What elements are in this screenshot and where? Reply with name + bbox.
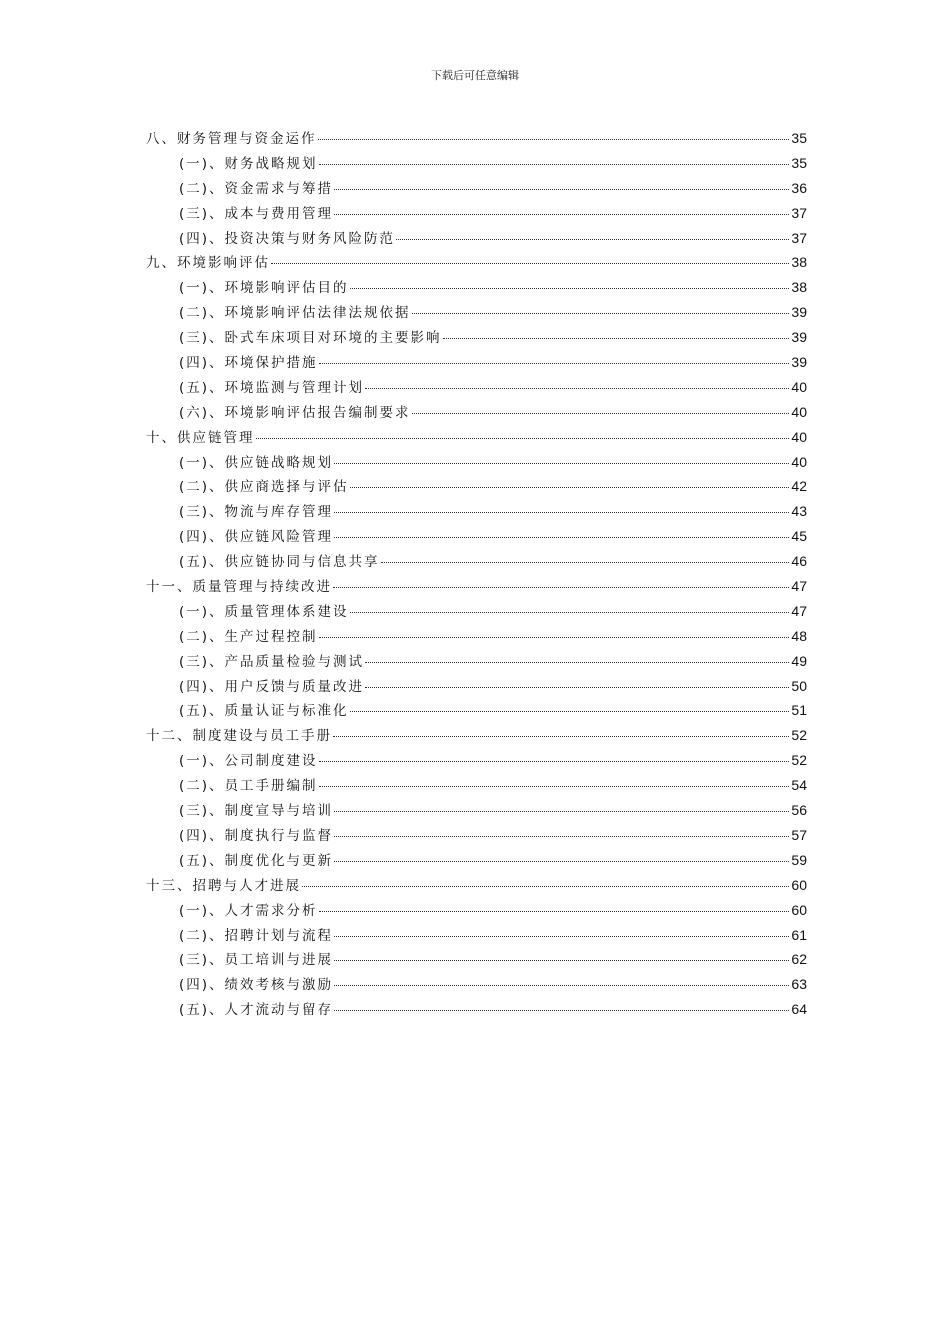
dot-leader bbox=[334, 189, 789, 190]
dot-leader bbox=[334, 512, 789, 513]
dot-leader bbox=[334, 985, 789, 986]
toc-entry-title: (四)、供应链风险管理 bbox=[179, 529, 334, 546]
toc-entry-title: (一)、财务战略规划 bbox=[179, 155, 318, 172]
dot-leader bbox=[319, 637, 790, 638]
toc-entry-title: (一)、人才需求分析 bbox=[179, 902, 318, 919]
toc-page-number: 38 bbox=[791, 279, 807, 296]
toc-section-entry[interactable] bbox=[146, 376, 807, 401]
dot-leader bbox=[350, 487, 790, 488]
toc-section-entry[interactable] bbox=[146, 824, 807, 849]
toc-section-entry[interactable] bbox=[146, 177, 807, 202]
toc-entry-title: (二)、招聘计划与流程 bbox=[179, 927, 334, 944]
toc-section-entry[interactable] bbox=[146, 276, 807, 301]
toc-section-entry[interactable] bbox=[146, 475, 807, 500]
toc-page-number: 37 bbox=[791, 204, 807, 221]
toc-entry-title: (三)、成本与费用管理 bbox=[179, 205, 334, 222]
dot-leader bbox=[365, 662, 789, 663]
toc-section-entry[interactable] bbox=[146, 899, 807, 924]
dot-leader bbox=[396, 239, 789, 240]
dot-leader bbox=[443, 338, 790, 339]
toc-section-entry[interactable] bbox=[146, 924, 807, 949]
toc-page-number: 38 bbox=[791, 254, 807, 271]
toc-page-number: 39 bbox=[791, 354, 807, 371]
toc-entry-title: (三)、员工培训与进展 bbox=[179, 952, 334, 969]
toc-section-entry[interactable] bbox=[146, 202, 807, 227]
page-header: 下载后可任意编辑 bbox=[431, 69, 519, 82]
toc-section-entry[interactable] bbox=[146, 550, 807, 575]
toc-chapter-entry[interactable] bbox=[146, 874, 807, 899]
toc-entry-title: (五)、人才流动与留存 bbox=[179, 1002, 334, 1019]
toc-section-entry[interactable] bbox=[146, 774, 807, 799]
toc-page-number: 37 bbox=[791, 229, 807, 246]
toc-entry-title: (三)、卧式车床项目对环境的主要影响 bbox=[179, 330, 442, 347]
dot-leader bbox=[319, 761, 790, 762]
toc-page-number: 54 bbox=[791, 777, 807, 794]
toc-chapter-entry[interactable] bbox=[146, 251, 807, 276]
dot-leader bbox=[319, 164, 790, 165]
toc-entry-title: (五)、制度优化与更新 bbox=[179, 852, 334, 869]
toc-page-number: 50 bbox=[791, 677, 807, 694]
dot-leader bbox=[334, 463, 789, 464]
toc-section-entry[interactable] bbox=[146, 799, 807, 824]
dot-leader bbox=[302, 886, 789, 887]
dot-leader bbox=[319, 911, 790, 912]
toc-entry-title: (一)、环境影响评估目的 bbox=[179, 280, 349, 297]
toc-section-entry[interactable] bbox=[146, 675, 807, 700]
dot-leader bbox=[256, 438, 790, 439]
toc-entry-title: 十三、招聘与人才进展 bbox=[146, 877, 301, 894]
toc-page-number: 48 bbox=[791, 627, 807, 644]
toc-section-entry[interactable] bbox=[146, 152, 807, 177]
toc-entry-title: 十、供应链管理 bbox=[146, 429, 255, 446]
dot-leader bbox=[350, 711, 790, 712]
toc-entry-title: 九、环境影响评估 bbox=[146, 255, 270, 272]
toc-page-number: 63 bbox=[791, 976, 807, 993]
dot-leader bbox=[319, 786, 790, 787]
toc-entry-title: (二)、环境影响评估法律法规依据 bbox=[179, 305, 411, 322]
toc-page-number: 60 bbox=[791, 901, 807, 918]
toc-entry-title: (四)、环境保护措施 bbox=[179, 355, 318, 372]
toc-entry-title: (一)、质量管理体系建设 bbox=[179, 603, 349, 620]
toc-section-entry[interactable] bbox=[146, 600, 807, 625]
toc-entry-title: 十二、制度建设与员工手册 bbox=[146, 728, 332, 745]
toc-entry-title: (四)、绩效考核与激励 bbox=[179, 977, 334, 994]
dot-leader bbox=[334, 836, 789, 837]
toc-entry-title: (三)、产品质量检验与测试 bbox=[179, 653, 365, 670]
toc-page-number: 47 bbox=[791, 602, 807, 619]
toc-chapter-entry[interactable] bbox=[146, 575, 807, 600]
toc-page-number: 42 bbox=[791, 478, 807, 495]
toc-section-entry[interactable] bbox=[146, 998, 807, 1023]
toc-entry-title: (二)、供应商选择与评估 bbox=[179, 479, 349, 496]
toc-page-number: 51 bbox=[791, 702, 807, 719]
toc-page-number: 36 bbox=[791, 179, 807, 196]
toc-page-number: 35 bbox=[791, 130, 807, 146]
toc-section-entry[interactable] bbox=[146, 326, 807, 351]
toc-entry-title: (二)、员工手册编制 bbox=[179, 778, 318, 795]
toc-page-number: 49 bbox=[791, 652, 807, 669]
toc-section-entry[interactable] bbox=[146, 227, 807, 252]
toc-entry-title: (五)、质量认证与标准化 bbox=[179, 703, 349, 720]
toc-section-entry[interactable] bbox=[146, 973, 807, 998]
dot-leader bbox=[334, 811, 789, 812]
toc-section-entry[interactable] bbox=[146, 451, 807, 476]
toc-page-number: 57 bbox=[791, 826, 807, 843]
toc-entry-title: (四)、用户反馈与质量改进 bbox=[179, 678, 365, 695]
toc-section-entry[interactable] bbox=[146, 525, 807, 550]
toc-section-entry[interactable] bbox=[146, 500, 807, 525]
toc-page-number: 52 bbox=[791, 727, 807, 744]
dot-leader bbox=[333, 587, 789, 588]
toc-entry-title: (五)、供应链协同与信息共享 bbox=[179, 554, 380, 571]
toc-section-entry[interactable] bbox=[146, 699, 807, 724]
toc-entry-title: (四)、制度执行与监督 bbox=[179, 827, 334, 844]
dot-leader bbox=[271, 263, 789, 264]
toc-entry-title: (一)、供应链战略规划 bbox=[179, 454, 334, 471]
toc-entry-title: (二)、生产过程控制 bbox=[179, 628, 318, 645]
dot-leader bbox=[333, 736, 789, 737]
toc-chapter-entry[interactable] bbox=[146, 127, 807, 152]
toc-page-number: 40 bbox=[791, 453, 807, 470]
dot-leader bbox=[319, 363, 790, 364]
toc-entry-title: (二)、资金需求与筹措 bbox=[179, 180, 334, 197]
toc-section-entry[interactable] bbox=[146, 401, 807, 426]
toc-section-entry[interactable] bbox=[146, 625, 807, 650]
toc-page-number: 40 bbox=[791, 403, 807, 420]
dot-leader bbox=[334, 537, 789, 538]
toc-section-entry[interactable] bbox=[146, 749, 807, 774]
toc-entry-title: (五)、环境监测与管理计划 bbox=[179, 379, 365, 396]
dot-leader bbox=[334, 214, 789, 215]
toc-entry-title: (一)、公司制度建设 bbox=[179, 753, 318, 770]
dot-leader bbox=[334, 861, 789, 862]
dot-leader bbox=[412, 313, 790, 314]
toc-section-entry[interactable] bbox=[146, 351, 807, 376]
dot-leader bbox=[381, 562, 790, 563]
dot-leader bbox=[318, 139, 790, 140]
toc-page-number: 62 bbox=[791, 951, 807, 968]
toc-entry-title: (三)、制度宣导与培训 bbox=[179, 803, 334, 820]
toc-section-entry[interactable] bbox=[146, 650, 807, 675]
toc-page-number: 39 bbox=[791, 329, 807, 346]
toc-page-number: 47 bbox=[791, 578, 807, 595]
toc-page-number: 40 bbox=[791, 378, 807, 395]
toc-chapter-entry[interactable] bbox=[146, 724, 807, 749]
toc-chapter-entry[interactable] bbox=[146, 426, 807, 451]
toc-section-entry[interactable] bbox=[146, 301, 807, 326]
toc-section-entry[interactable] bbox=[146, 849, 807, 874]
toc-page-number: 56 bbox=[791, 802, 807, 819]
toc-page-number: 61 bbox=[791, 926, 807, 943]
toc-page-number: 64 bbox=[791, 1001, 807, 1018]
dot-leader bbox=[365, 687, 789, 688]
table-of-contents bbox=[146, 127, 807, 1023]
dot-leader bbox=[350, 288, 790, 289]
toc-page-number: 45 bbox=[791, 528, 807, 545]
toc-page-number: 52 bbox=[791, 752, 807, 769]
toc-entry-title: (四)、投资决策与财务风险防范 bbox=[179, 230, 396, 247]
toc-entry-title: (六)、环境影响评估报告编制要求 bbox=[179, 404, 411, 421]
toc-page-number: 35 bbox=[791, 154, 807, 171]
dot-leader bbox=[365, 388, 789, 389]
toc-page-number: 40 bbox=[791, 428, 807, 445]
toc-page-number: 39 bbox=[791, 304, 807, 321]
dot-leader bbox=[334, 1010, 789, 1011]
toc-entry-title: (三)、物流与库存管理 bbox=[179, 504, 334, 521]
toc-page-number: 43 bbox=[791, 503, 807, 520]
toc-entry-title: 八、财务管理与资金运作 bbox=[146, 131, 317, 147]
dot-leader bbox=[412, 413, 790, 414]
toc-entry-title: 十一、质量管理与持续改进 bbox=[146, 579, 332, 596]
dot-leader bbox=[334, 960, 789, 961]
dot-leader bbox=[350, 612, 790, 613]
toc-page-number: 46 bbox=[791, 553, 807, 570]
dot-leader bbox=[334, 936, 789, 937]
toc-page-number: 59 bbox=[791, 851, 807, 868]
toc-section-entry[interactable] bbox=[146, 948, 807, 973]
toc-page-number: 60 bbox=[791, 876, 807, 893]
